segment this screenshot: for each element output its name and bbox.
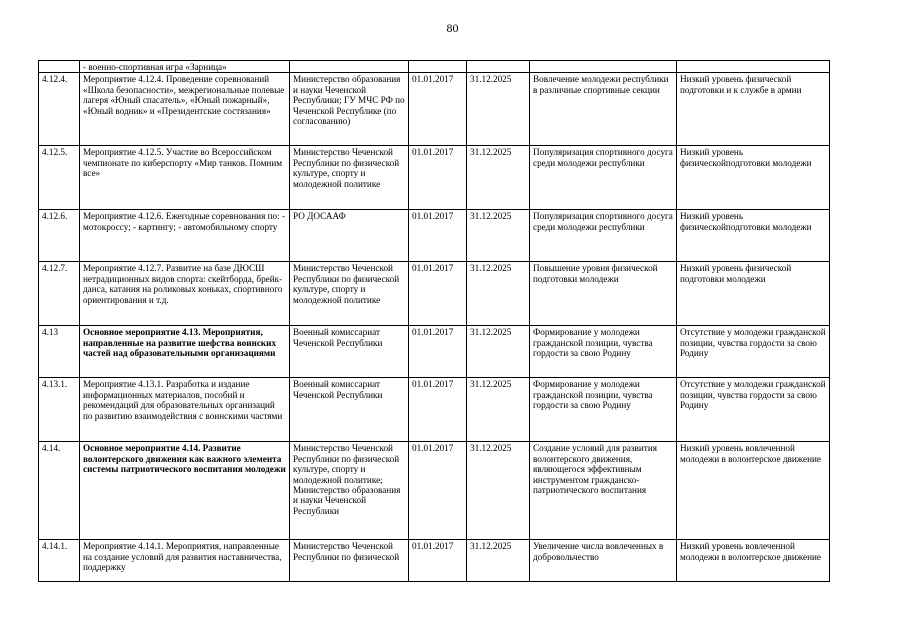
start-date-cell: 01.01.2017 — [409, 326, 467, 378]
event-name-cell: Мероприятие 4.12.5. Участие во Всероссийском чемпионате по киберспорту «Мир танков. Помним все» — [80, 146, 290, 210]
non-implementation-consequence-cell: Низкий уровень вовлеченной молодежи в волонтерское движение — [677, 442, 830, 540]
start-date-cell: 01.01.2017 — [409, 442, 467, 540]
non-implementation-consequence-cell — [677, 61, 830, 73]
program-table — [38, 60, 830, 582]
expected-result-cell: Увеличение числа вовлеченных в добровольчество — [530, 540, 677, 582]
row-number-cell: 4.13.1. — [39, 378, 80, 442]
start-date-cell: 01.01.2017 — [409, 262, 467, 326]
event-name-cell: Мероприятие 4.12.7. Развитие на базе ДЮСШ нетрадиционных видов спорта: скейтборда, брейк-данса, катания на роликовых коньках, спортивного ориентирования и т.д. — [80, 262, 290, 326]
end-date-cell — [467, 61, 530, 73]
start-date-cell: 01.01.2017 — [409, 73, 467, 146]
executor-cell: Министерство Чеченской Республики по физической культуре, спорту и молодежной политике; Министерство образования и науки Чеченской Республики — [290, 442, 409, 540]
table-row — [39, 146, 830, 210]
table-row — [39, 210, 830, 262]
expected-result-cell: Формирование у молодежи гражданской позиции, чувства гордости за свою Родину — [530, 326, 677, 378]
table-row — [39, 326, 830, 378]
expected-result-cell: Популяризация спортивного досуга среди молодежи республики — [530, 146, 677, 210]
page-number: 80 — [446, 21, 459, 35]
non-implementation-consequence-cell: Низкий уровень вовлеченной молодежи в волонтерское движение — [677, 540, 830, 582]
event-name-cell: Мероприятие 4.14.1. Мероприятия, направленные на создание условий для развития наставничества, поддержку — [80, 540, 290, 582]
non-implementation-consequence-cell: Низкий уровень физической подготовки и к службе в армии — [677, 73, 830, 146]
executor-cell: Министерство Чеченской Республики по физической культуре, спорту и молодежной политике — [290, 146, 409, 210]
table-row — [39, 540, 830, 582]
row-number-cell: 4.12.6. — [39, 210, 80, 262]
expected-result-cell: Вовлечение молодежи республики в различные спортивные секции — [530, 73, 677, 146]
end-date-cell: 31.12.2025 — [467, 210, 530, 262]
table-body — [39, 61, 830, 582]
event-name-cell: Мероприятие 4.13.1. Разработка и издание информационных материалов, пособий и рекомендаций для образовательных организаций по развитию взаимодействия с воинскими частями — [80, 378, 290, 442]
end-date-cell: 31.12.2025 — [467, 262, 530, 326]
non-implementation-consequence-cell: Отсутствие у молодежи гражданской позиции, чувства гордости за свою Родину — [677, 378, 830, 442]
non-implementation-consequence-cell: Низкий уровень физическойподготовки молодежи — [677, 146, 830, 210]
executor-cell: Министерство Чеченской Республики по физической культуре, спорту и молодежной политике — [290, 262, 409, 326]
event-name-cell: Мероприятие 4.12.4. Проведение соревнований «Школа безопасности», межрегиональные полевые лагеря «Юный спасатель», «Юный пожарный», «Юный водник» и «Президентские состязания» — [80, 73, 290, 146]
end-date-cell: 31.12.2025 — [467, 146, 530, 210]
executor-cell: Военный комиссариат Чеченской Республики — [290, 326, 409, 378]
event-name-cell: Мероприятие 4.12.6. Ежегодные соревнования по: - мотокроссу; - картингу; - автомобильному спорту — [80, 210, 290, 262]
executor-cell — [290, 61, 409, 73]
expected-result-cell: Повышение уровня физической подготовки молодежи — [530, 262, 677, 326]
start-date-cell: 01.01.2017 — [409, 540, 467, 582]
executor-cell: Министерство образования и науки Чеченской Республики; ГУ МЧС РФ по Чеченской Республике (по согласованию) — [290, 73, 409, 146]
event-name-cell: Основное мероприятие 4.13. Мероприятия, направленные на развитие шефства воинских частей над образовательными организациями — [80, 326, 290, 378]
table-row — [39, 262, 830, 326]
start-date-cell — [409, 61, 467, 73]
row-number-cell: 4.12.7. — [39, 262, 80, 326]
non-implementation-consequence-cell: Отсутствие у молодежи гражданской позиции, чувства гордости за свою Родину — [677, 326, 830, 378]
row-number-cell: 4.14.1. — [39, 540, 80, 582]
row-number-cell: 4.12.5. — [39, 146, 80, 210]
table-row — [39, 73, 830, 146]
table-row — [39, 378, 830, 442]
table-row — [39, 61, 830, 73]
non-implementation-consequence-cell: Низкий уровень физическойподготовки молодежи — [677, 210, 830, 262]
start-date-cell: 01.01.2017 — [409, 378, 467, 442]
expected-result-cell: Создание условий для развития волонтерского движения, являющегося эффективным инструментом гражданско-патриотического воспитания — [530, 442, 677, 540]
end-date-cell: 31.12.2025 — [467, 326, 530, 378]
row-number-cell: 4.13 — [39, 326, 80, 378]
non-implementation-consequence-cell: Низкий уровень физической подготовки молодежи — [677, 262, 830, 326]
expected-result-cell: Популяризация спортивного досуга среди молодежи республики — [530, 210, 677, 262]
start-date-cell: 01.01.2017 — [409, 146, 467, 210]
start-date-cell: 01.01.2017 — [409, 210, 467, 262]
executor-cell: РО ДОСААФ — [290, 210, 409, 262]
end-date-cell: 31.12.2025 — [467, 73, 530, 146]
event-name-cell: Основное мероприятие 4.14. Развитие волонтерского движения как важного элемента системы патриотического воспитания молодежи — [80, 442, 290, 540]
end-date-cell: 31.12.2025 — [467, 540, 530, 582]
row-number-cell: 4.12.4. — [39, 73, 80, 146]
row-number-cell: 4.14. — [39, 442, 80, 540]
executor-cell: Министерство Чеченской Республики по физической — [290, 540, 409, 582]
expected-result-cell: Формирование у молодежи гражданской позиции, чувства гордости за свою Родину — [530, 378, 677, 442]
end-date-cell: 31.12.2025 — [467, 442, 530, 540]
end-date-cell: 31.12.2025 — [467, 378, 530, 442]
executor-cell: Военный комиссариат Чеченской Республики — [290, 378, 409, 442]
row-number-cell — [39, 61, 80, 73]
event-name-cell: - военно-спортивная игра «Зарница» — [80, 61, 290, 73]
table-row — [39, 442, 830, 540]
expected-result-cell — [530, 61, 677, 73]
